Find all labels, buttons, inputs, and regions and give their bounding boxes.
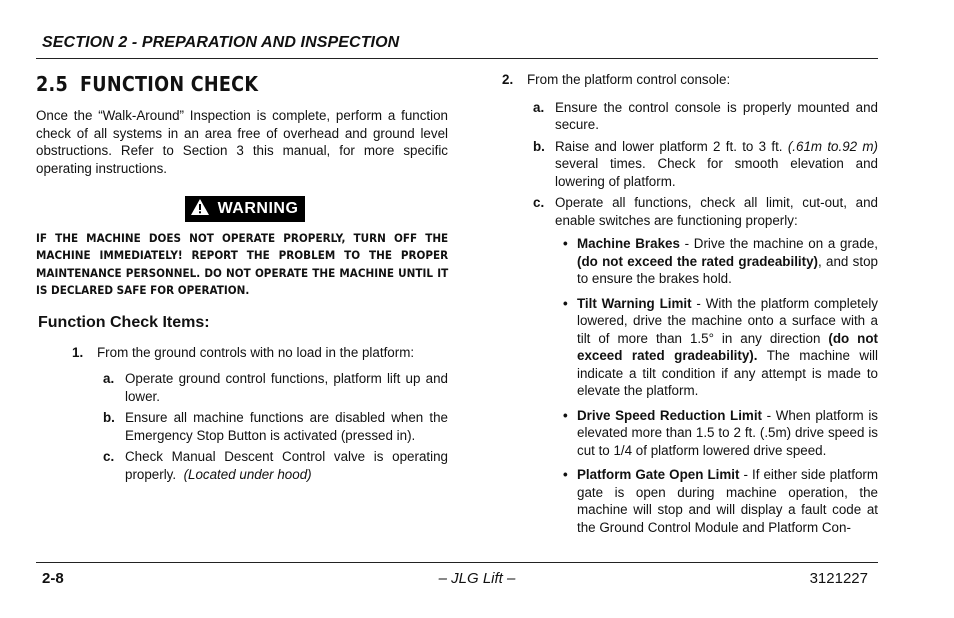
warning-banner — [36, 196, 448, 222]
footer-rule — [36, 562, 878, 563]
bullet-2-body-1: - With the platform completely lowered, drive the machine onto a surface with a tilt of more than 1.5° in any direction — [577, 295, 878, 346]
bullet-gate-open — [563, 466, 878, 536]
right-column — [502, 71, 878, 536]
intro-paragraph: Once the “Walk-Around” Inspection is complete, perform a function check of all systems in an area free of overhead and ground level obstructions. Refer to Section 3 this manual, for more specific operating instructions. — [36, 108, 448, 176]
bullet-icon: • — [563, 295, 568, 311]
step-1c-label: c. — [103, 449, 115, 465]
step-2b-body-1: Raise and lower platform 2 ft. to 3 ft. — [555, 138, 783, 154]
bullet-2-body-2: The machine will indicate a tilt condition if any attempt is made to elevate the platform. — [577, 348, 878, 398]
step-2c-label: c. — [533, 195, 545, 210]
bullet-1-title: Machine Brakes — [577, 236, 680, 251]
bullet-drive-speed — [563, 407, 878, 460]
bullet-3-body: - When platform is elevated more than 1.5 to 2 ft. (.5m) drive speed is cut to 1/4 of platform lowered drive speed. — [577, 407, 878, 458]
step-2-text: From the platform control console: — [527, 72, 731, 87]
section-header: SECTION 2 - PREPARATION AND INSPECTION — [42, 34, 400, 51]
warning-triangle-icon — [190, 198, 210, 221]
page-number: 2-8 — [42, 570, 64, 587]
step-1-text: From the ground controls with no load in the platform: — [97, 344, 415, 360]
step-2-label: 2. — [502, 72, 514, 87]
bullet-4-title: Platform Gate Open Limit — [577, 467, 740, 482]
step-2 — [502, 71, 878, 89]
step-2b-text — [555, 138, 878, 191]
section-title-text: FUNCTION CHECK — [80, 72, 259, 96]
step-1b — [103, 409, 448, 444]
step-1c-body: Check Manual Descent Control valve is operating properly. — [125, 449, 448, 482]
bullet-2-text — [577, 295, 878, 400]
step-1c-note: (Located under hood) — [183, 466, 312, 482]
step-2a-label: a. — [533, 99, 545, 115]
bullet-icon: • — [563, 467, 568, 482]
step-1b-text: Ensure all machine functions are disabled when the Emergency Stop Button is activated (pressed in). — [125, 410, 448, 443]
left-column — [36, 70, 448, 483]
step-2a — [533, 99, 878, 134]
step-2b — [533, 138, 878, 191]
bullet-1-body-1: - Drive the machine on a grade, — [679, 236, 878, 251]
warning-badge — [185, 196, 306, 222]
step-2c-text: Operate all functions, check all limit, cut-out, and enable switches are functioning properly: — [555, 195, 878, 228]
step-1a-label: a. — [103, 371, 115, 387]
bullet-3-title: Drive Speed Reduction Limit — [577, 407, 763, 423]
footer-brand: – JLG Lift – — [438, 570, 516, 587]
bullet-icon: • — [563, 236, 568, 251]
bullet-3-text — [577, 407, 878, 460]
step-1c-text — [125, 448, 448, 483]
function-check-items-title: Function Check Items: — [38, 313, 210, 331]
step-1a-text: Operate ground control functions, platform lift up and lower. — [125, 371, 448, 404]
bullet-2-bold: (do not exceed rated gradeability). — [577, 330, 878, 363]
document-number: 3121227 — [809, 570, 868, 587]
section-title — [36, 70, 399, 98]
bullet-icon: • — [563, 407, 568, 423]
step-1c — [103, 448, 448, 483]
step-1b-label: b. — [103, 410, 115, 426]
warning-label: WARNING — [217, 200, 299, 217]
section-number: 2.5 — [36, 72, 68, 96]
bullet-1-body-2: , and stop to ensure the brakes hold. — [577, 253, 878, 286]
bullet-tilt-warning — [563, 295, 878, 400]
bullet-1-bold: (do not exceed the rated gradeability) — [577, 253, 819, 269]
step-1 — [72, 344, 448, 362]
step-2b-label: b. — [533, 138, 545, 154]
step-2b-note: (.61m to.92 m) — [787, 138, 878, 154]
bullet-2-title: Tilt Warning Limit — [577, 295, 692, 311]
warning-text: IF THE MACHINE DOES NOT OPERATE PROPERLY, TURN OFF THE MACHINE IMMEDIATELY! REPORT THE PROBLEM TO THE PROPER MAINTENANCE PERSONNEL. DO NOT OPERATE THE MACHINE UNTIL IT IS DECLARED SAFE FOR OPERATION. — [36, 231, 449, 298]
step-1-label: 1. — [72, 344, 84, 360]
bullet-4-body: - If either side platform gate is open during machine operation, the machine will stop and will display a fault code at the Ground Control Module and Platform Con- — [577, 467, 879, 535]
step-2b-body-2: several times. Check for smooth elevation and lowering of platform. — [555, 156, 878, 189]
step-1a — [103, 370, 448, 405]
header-rule — [36, 58, 878, 59]
bullet-4-text — [577, 466, 878, 536]
bullet-1-text — [577, 235, 878, 288]
step-2a-text: Ensure the control console is properly mounted and secure. — [555, 99, 878, 132]
step-2c — [533, 194, 878, 229]
bullet-machine-brakes — [563, 235, 878, 288]
